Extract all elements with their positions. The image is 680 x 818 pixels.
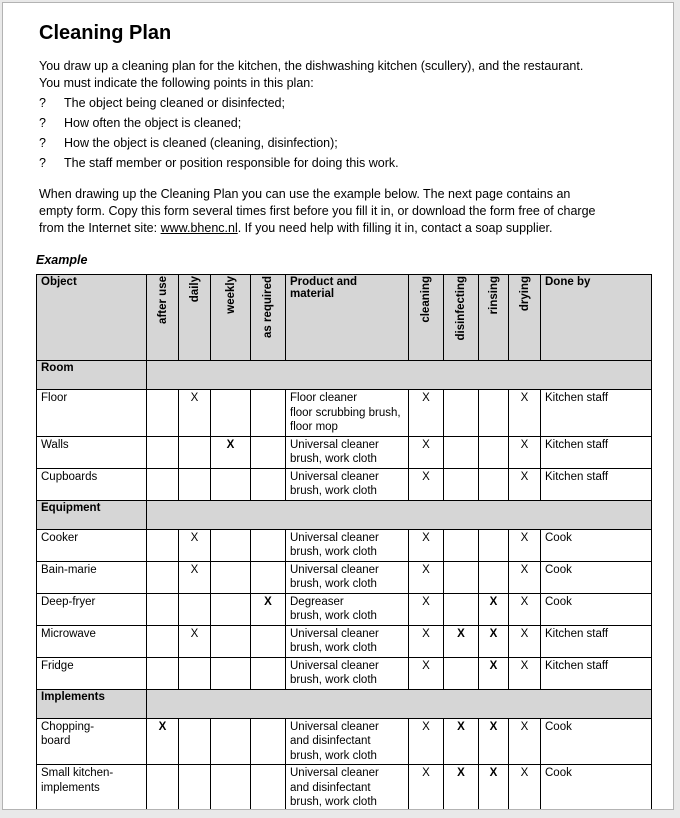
product-cell: Universal cleaner brush, work cloth (286, 561, 409, 593)
list-item (39, 95, 645, 112)
frequency-mark-cell (251, 718, 286, 765)
frequency-mark-cell (179, 718, 211, 765)
method-mark-cell (444, 529, 479, 561)
frequency-mark-cell (179, 593, 211, 625)
method-mark-cell: X (409, 657, 444, 689)
method-mark-cell (479, 436, 509, 468)
method-mark-cell: X (479, 625, 509, 657)
object-cell: Microwave (37, 625, 147, 657)
method-mark-cell: X (509, 436, 541, 468)
method-mark-cell: X (409, 529, 444, 561)
method-mark-cell: X (479, 657, 509, 689)
list-item (39, 155, 645, 172)
column-header-product: Product and material (286, 275, 409, 361)
frequency-mark-cell (211, 657, 251, 689)
frequency-mark-cell (179, 657, 211, 689)
done-by-cell: Kitchen staff (541, 657, 652, 689)
frequency-mark-cell (147, 625, 179, 657)
method-mark-cell: X (509, 765, 541, 811)
frequency-mark-cell (211, 468, 251, 500)
table-row (37, 561, 652, 593)
method-mark-cell (444, 436, 479, 468)
method-mark-cell: X (509, 657, 541, 689)
method-mark-cell: X (509, 468, 541, 500)
frequency-mark-cell (251, 436, 286, 468)
method-mark-cell: X (479, 765, 509, 811)
website-link[interactable]: www.bhenc.nl (160, 221, 238, 235)
done-by-cell: Kitchen staff (541, 468, 652, 500)
object-cell: Cupboards (37, 468, 147, 500)
method-mark-cell: X (509, 718, 541, 765)
method-mark-cell: X (444, 625, 479, 657)
object-cell: Fridge (37, 657, 147, 689)
done-by-cell: Cook (541, 765, 652, 811)
column-header-drying: drying (509, 275, 541, 361)
column-header-object: Object (37, 275, 147, 361)
section-label: Room (37, 361, 147, 390)
table-row (37, 593, 652, 625)
method-mark-cell: X (409, 561, 444, 593)
done-by-cell: Kitchen staff (541, 436, 652, 468)
object-cell: Cooker (37, 529, 147, 561)
object-cell: Small kitchen- implements (37, 765, 147, 811)
table-row (37, 657, 652, 689)
table-row (37, 625, 652, 657)
section-label: Implements (37, 689, 147, 718)
frequency-mark-cell (211, 561, 251, 593)
method-mark-cell (444, 468, 479, 500)
method-mark-cell (444, 390, 479, 437)
method-mark-cell (444, 593, 479, 625)
method-mark-cell (444, 561, 479, 593)
frequency-mark-cell (147, 529, 179, 561)
column-header-disinfecting: disinfecting (444, 275, 479, 361)
bullet-marker: ? (39, 116, 46, 130)
section-filler (147, 361, 652, 390)
instructions-line-3-post: . If you need help with filling it in, contact a soap supplier. (237, 221, 553, 235)
bullet-text: How often the object is cleaned; (64, 116, 242, 130)
intro-paragraph (39, 58, 645, 92)
method-mark-cell (479, 529, 509, 561)
frequency-mark-cell (211, 529, 251, 561)
done-by-cell: Kitchen staff (541, 390, 652, 437)
method-mark-cell: X (409, 765, 444, 811)
frequency-mark-cell (251, 390, 286, 437)
method-mark-cell: X (509, 529, 541, 561)
table-row (37, 390, 652, 437)
table-body (37, 361, 652, 811)
product-cell: Universal cleaner brush, work cloth (286, 436, 409, 468)
table-row (37, 718, 652, 765)
method-mark-cell: X (444, 718, 479, 765)
method-mark-cell: X (479, 593, 509, 625)
instructions-line-3-pre: from the Internet site: (39, 221, 161, 235)
frequency-mark-cell (211, 718, 251, 765)
bullet-marker: ? (39, 96, 46, 110)
frequency-mark-cell: X (179, 529, 211, 561)
bullet-marker: ? (39, 156, 46, 170)
table-row (37, 529, 652, 561)
frequency-mark-cell (147, 657, 179, 689)
intro-line-1: You draw up a cleaning plan for the kitchen, the dishwashing kitchen (scullery), and the restaurant. (39, 59, 584, 73)
column-header-as-required: as required (251, 275, 286, 361)
frequency-mark-cell: X (179, 625, 211, 657)
document-page (2, 2, 674, 810)
frequency-mark-cell (251, 625, 286, 657)
section-row (37, 689, 652, 718)
table-row (37, 468, 652, 500)
done-by-cell: Cook (541, 593, 652, 625)
object-cell: Bain-marie (37, 561, 147, 593)
column-header-rinsing: rinsing (479, 275, 509, 361)
frequency-mark-cell (251, 765, 286, 811)
frequency-mark-cell: X (179, 561, 211, 593)
frequency-mark-cell (179, 765, 211, 811)
product-cell: Degreaser brush, work cloth (286, 593, 409, 625)
done-by-cell: Cook (541, 718, 652, 765)
product-cell: Universal cleaner and disinfectant brush, work cloth (286, 718, 409, 765)
method-mark-cell: X (479, 718, 509, 765)
frequency-mark-cell: X (147, 718, 179, 765)
frequency-mark-cell (251, 561, 286, 593)
table-row (37, 765, 652, 811)
frequency-mark-cell (211, 765, 251, 811)
method-mark-cell: X (509, 561, 541, 593)
intro-line-2: You must indicate the following points in this plan: (39, 76, 314, 90)
bullet-text: How the object is cleaned (cleaning, disinfection); (64, 136, 338, 150)
frequency-mark-cell (147, 436, 179, 468)
method-mark-cell (479, 468, 509, 500)
frequency-mark-cell (147, 765, 179, 811)
method-mark-cell: X (409, 468, 444, 500)
frequency-mark-cell (211, 625, 251, 657)
bullet-text: The staff member or position responsible for doing this work. (64, 156, 399, 170)
method-mark-cell: X (444, 765, 479, 811)
example-label: Example (36, 253, 88, 267)
section-filler (147, 500, 652, 529)
object-cell: Floor (37, 390, 147, 437)
method-mark-cell (444, 657, 479, 689)
method-mark-cell: X (409, 625, 444, 657)
object-cell: Deep-fryer (37, 593, 147, 625)
header-row (37, 275, 652, 361)
section-label: Equipment (37, 500, 147, 529)
object-cell: Walls (37, 436, 147, 468)
done-by-cell: Cook (541, 561, 652, 593)
done-by-cell: Cook (541, 529, 652, 561)
column-header-daily: daily (179, 275, 211, 361)
frequency-mark-cell (147, 593, 179, 625)
frequency-mark-cell: X (251, 593, 286, 625)
column-header-weekly: weekly (211, 275, 251, 361)
cleaning-plan-table (36, 274, 652, 810)
bullet-marker: ? (39, 136, 46, 150)
frequency-mark-cell (251, 468, 286, 500)
frequency-mark-cell: X (211, 436, 251, 468)
frequency-mark-cell (251, 657, 286, 689)
frequency-mark-cell (211, 390, 251, 437)
list-item (39, 115, 645, 132)
instructions-line-1: When drawing up the Cleaning Plan you can use the example below. The next page contains an (39, 187, 571, 201)
done-by-cell: Kitchen staff (541, 625, 652, 657)
bullet-text: The object being cleaned or disinfected; (64, 96, 285, 110)
method-mark-cell: X (409, 436, 444, 468)
method-mark-cell: X (509, 390, 541, 437)
table-row (37, 436, 652, 468)
product-cell: Floor cleaner floor scrubbing brush, floor mop (286, 390, 409, 437)
column-header-after-use: after use (147, 275, 179, 361)
section-row (37, 361, 652, 390)
instructions-line-2: empty form. Copy this form several times first before you fill it in, or download the form free of charge (39, 204, 596, 218)
column-header-cleaning: cleaning (409, 275, 444, 361)
product-cell: Universal cleaner brush, work cloth (286, 625, 409, 657)
instructions-paragraph (39, 186, 645, 237)
method-mark-cell: X (509, 593, 541, 625)
product-cell: Universal cleaner brush, work cloth (286, 657, 409, 689)
column-header-done-by: Done by (541, 275, 652, 361)
bullet-list (39, 95, 645, 172)
frequency-mark-cell (179, 468, 211, 500)
method-mark-cell (479, 561, 509, 593)
frequency-mark-cell (211, 593, 251, 625)
method-mark-cell: X (409, 718, 444, 765)
section-row (37, 500, 652, 529)
product-cell: Universal cleaner brush, work cloth (286, 529, 409, 561)
method-mark-cell: X (409, 390, 444, 437)
frequency-mark-cell: X (179, 390, 211, 437)
section-filler (147, 689, 652, 718)
frequency-mark-cell (179, 436, 211, 468)
frequency-mark-cell (147, 390, 179, 437)
method-mark-cell: X (509, 625, 541, 657)
frequency-mark-cell (147, 561, 179, 593)
method-mark-cell: X (409, 593, 444, 625)
frequency-mark-cell (251, 529, 286, 561)
page-title: Cleaning Plan (39, 22, 172, 44)
list-item (39, 135, 645, 152)
frequency-mark-cell (147, 468, 179, 500)
method-mark-cell (479, 390, 509, 437)
product-cell: Universal cleaner brush, work cloth (286, 468, 409, 500)
object-cell: Chopping- board (37, 718, 147, 765)
product-cell: Universal cleaner and disinfectant brush, work cloth (286, 765, 409, 811)
